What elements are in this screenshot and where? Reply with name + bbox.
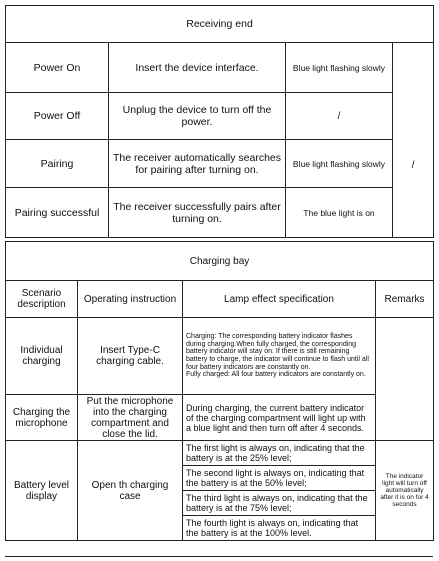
scenario-pairing-successful: Pairing successful [6, 188, 109, 238]
charging-bay-table [5, 241, 434, 541]
battery-level-50: The second light is always on, indicating that the battery is at the 50% level; [183, 466, 376, 491]
remark-empty-upper [376, 318, 434, 441]
header-remarks: Remarks [376, 281, 434, 318]
lamp-individual-charging: Charging: The corresponding battery indicator flashes during charging.When fully charged, the corresponding battery indicator will stay on. If there is still remaining battery to charge, the indicator will continue to flash until all four battery indicators are constantly on. Fully charged: All four battery indicators are constantly on. [183, 318, 376, 395]
scenario-charging-microphone: Charging the microphone [6, 395, 78, 441]
instruction-power-off: Unplug the device to turn off the power. [109, 93, 286, 140]
lamp-power-off: / [286, 93, 393, 140]
header-scenario: Scenario description [6, 281, 78, 318]
receiving-remark: / [393, 93, 434, 238]
scenario-battery-level: Battery level display [6, 441, 78, 541]
instruction-pairing-successful: The receiver successfully pairs after turning on. [109, 188, 286, 238]
receiving-end-title: Receiving end [6, 6, 434, 43]
scenario-power-on: Power On [6, 43, 109, 93]
lamp-charging-microphone: During charging, the current battery indicator of the charging compartment will light up with a blue light and then turn off after 4 seconds. [183, 395, 376, 441]
remark-empty [393, 43, 434, 93]
instruction-battery-level: Open th charging case [78, 441, 183, 541]
charging-bay-title: Charging bay [6, 242, 434, 281]
lamp-power-on: Blue light flashing slowly [286, 43, 393, 93]
header-lamp: Lamp effect specification [183, 281, 376, 318]
lamp-pairing-successful: The blue light is on [286, 188, 393, 238]
scenario-individual-charging: Individual charging [6, 318, 78, 395]
instruction-power-on: Insert the device interface. [109, 43, 286, 93]
receiving-end-table [5, 5, 434, 238]
instruction-pairing: The receiver automatically searches for pairing after turning on. [109, 140, 286, 188]
remark-battery-level: The indicator light will turn off automatically after it is on for 4 seconds [376, 441, 434, 541]
instruction-individual-charging: Insert Type-C charging cable. [78, 318, 183, 395]
scenario-pairing: Pairing [6, 140, 109, 188]
header-instruction: Operating instruction [78, 281, 183, 318]
battery-level-75: The third light is always on, indicating that the battery is at the 75% level; [183, 491, 376, 516]
bottom-divider [5, 556, 433, 557]
scenario-power-off: Power Off [6, 93, 109, 140]
battery-level-25: The first light is always on, indicating that the battery is at the 25% level; [183, 441, 376, 466]
instruction-charging-microphone: Put the microphone into the charging compartment and close the lid. [78, 395, 183, 441]
lamp-pairing: Blue light flashing slowly [286, 140, 393, 188]
battery-level-100: The fourth light is always on, indicating that the battery is at the 100% level. [183, 516, 376, 541]
